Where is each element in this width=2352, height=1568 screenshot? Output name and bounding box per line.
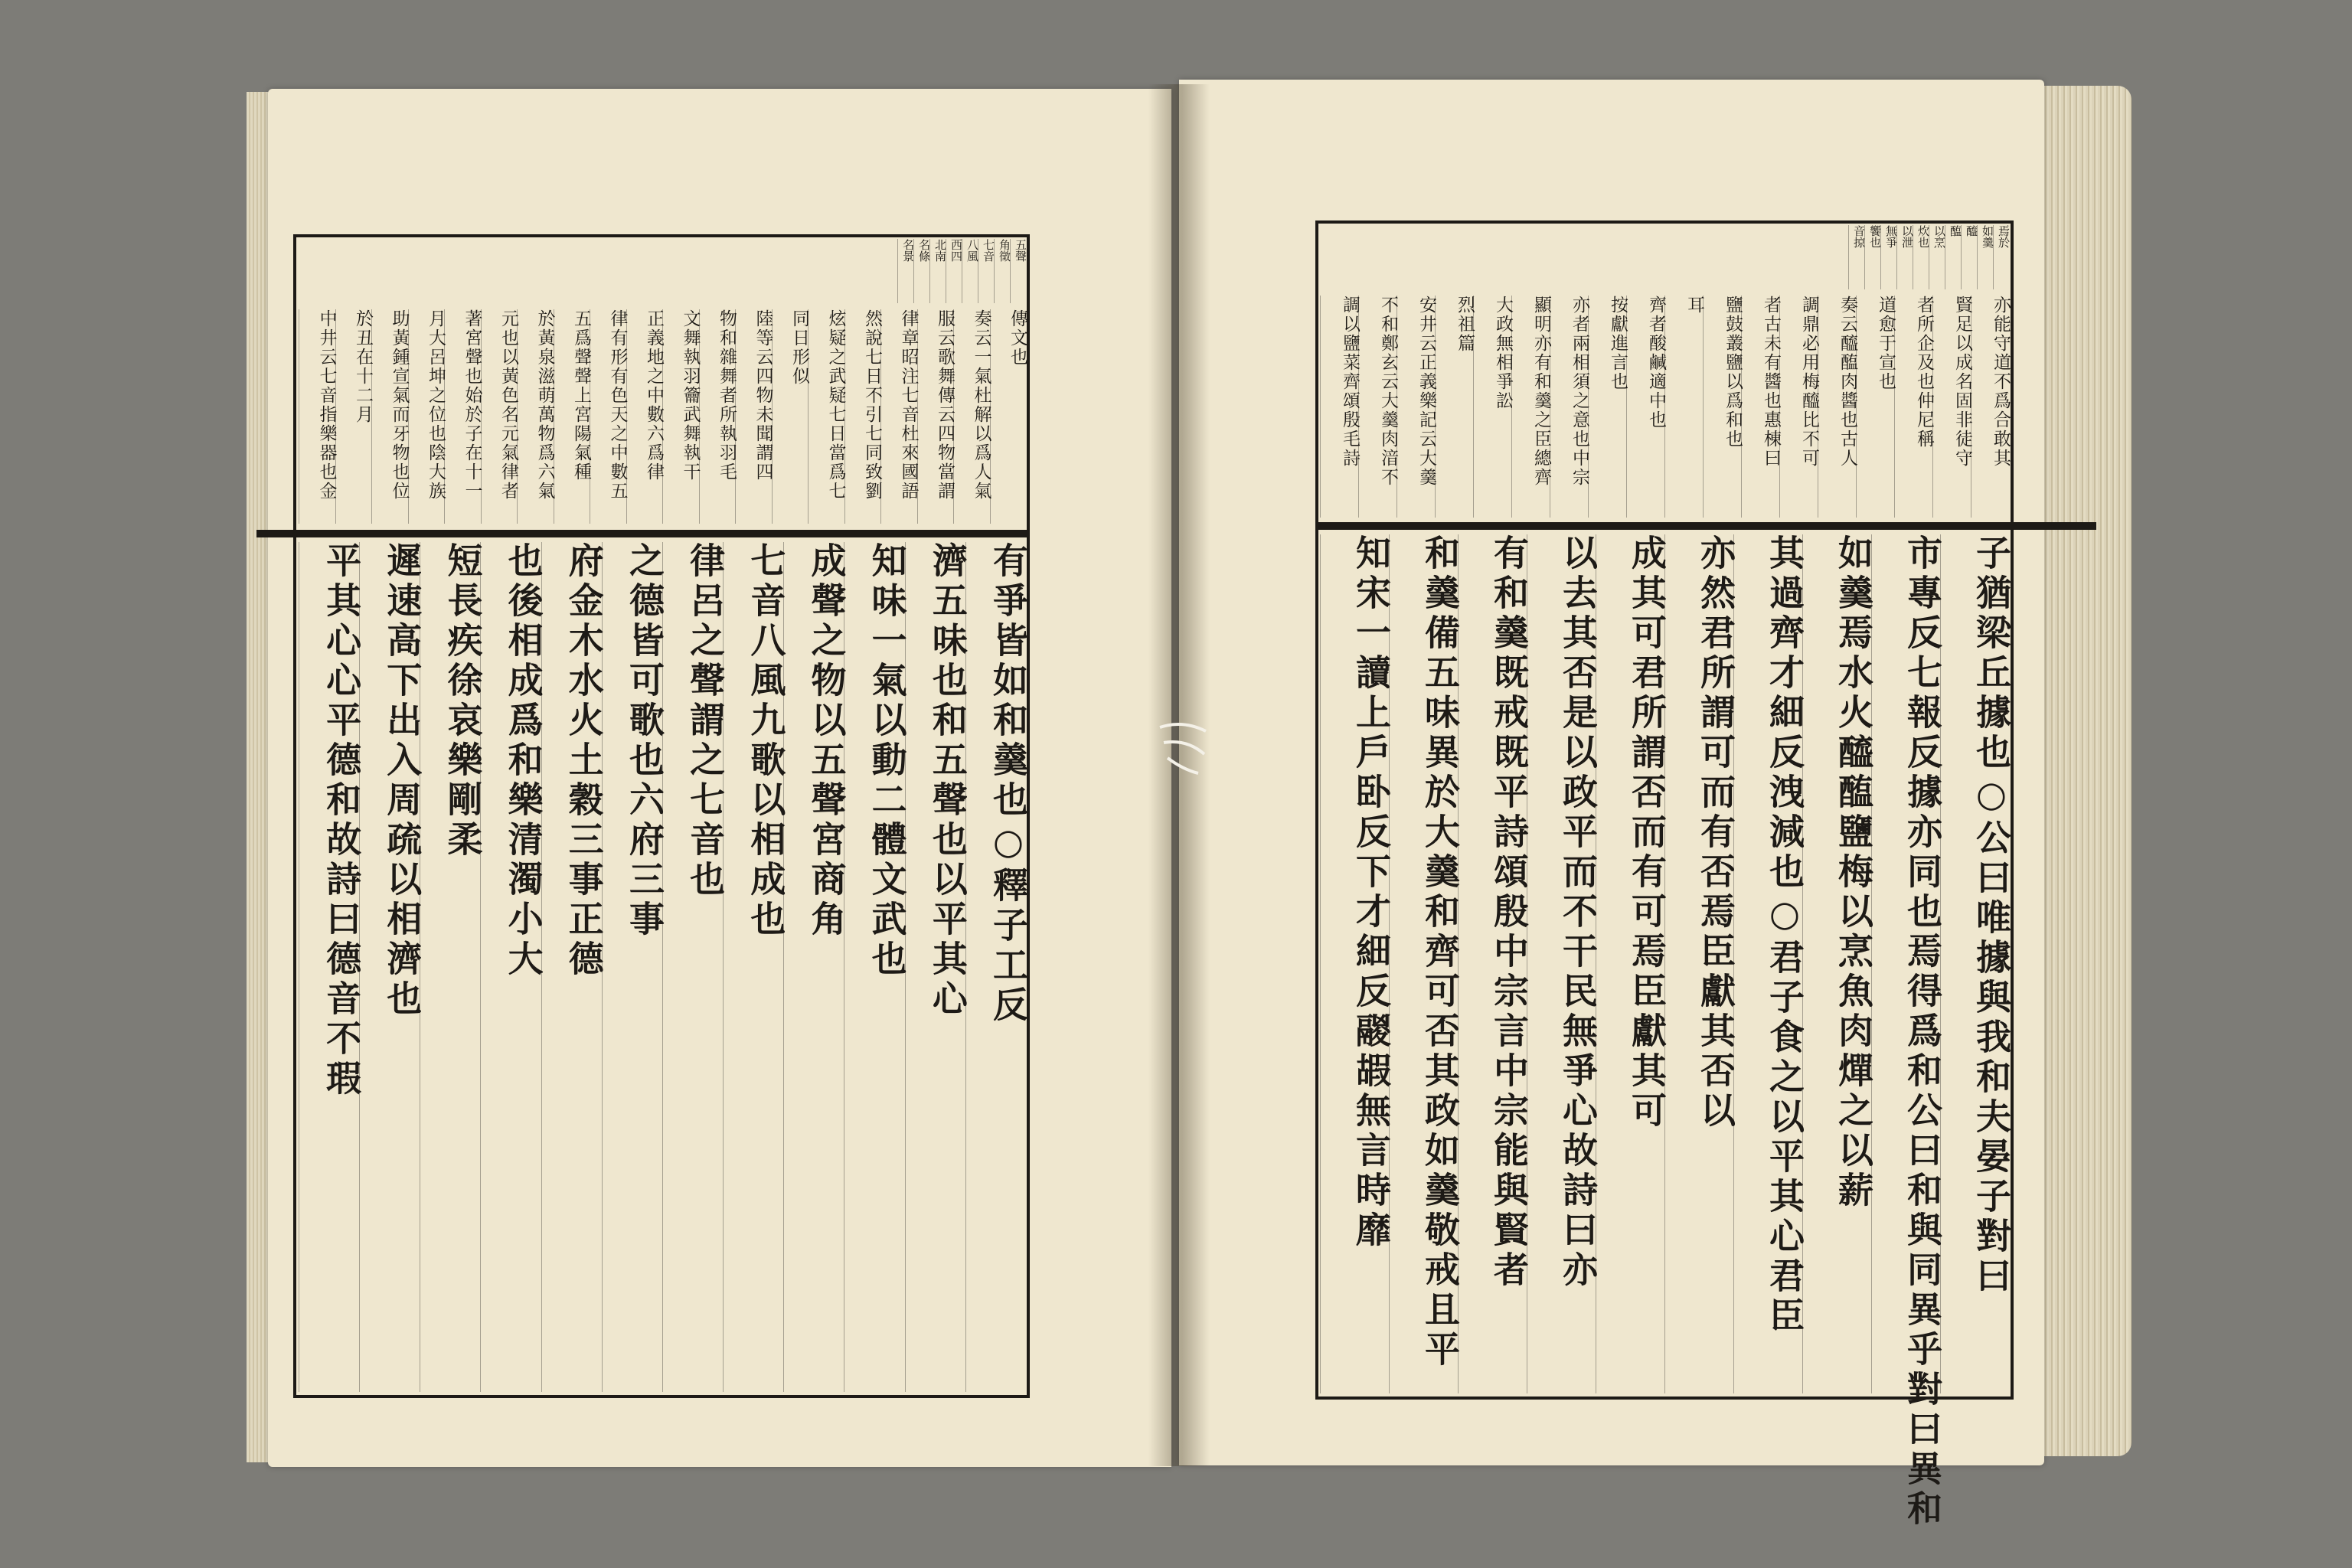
- left-commentary-col: 文舞執羽籥武舞執干: [662, 309, 699, 524]
- left-commentary-col: 著宮聲也始於子在十一: [444, 309, 481, 524]
- right-commentary-col: 安井云正義樂記云大羹: [1396, 296, 1435, 518]
- right-header-col: 音掠: [1848, 225, 1864, 289]
- right-header-col: 以烹: [1929, 225, 1945, 289]
- left-main-col: 知味一氣以動二體文武也: [844, 542, 904, 1392]
- right-commentary-col: 亦能守道不爲合敢其: [1971, 296, 2009, 518]
- right-commentary-col: 奏云醯醢肉醬也古人: [1818, 296, 1856, 518]
- right-header-col: 醯: [1961, 225, 1977, 289]
- right-commentary-col: 按獻進言也: [1588, 296, 1626, 518]
- left-commentary-col: 於黃泉滋萌萬物爲六氣: [517, 309, 554, 524]
- right-commentary-col: 調鼎必用梅醯比不可: [1779, 296, 1818, 518]
- right-commentary-col: 烈祖篇: [1435, 296, 1473, 518]
- left-main-col: 府金木水火土穀三事正德: [541, 542, 602, 1392]
- left-main-col: 之德皆可歌也六府三事: [602, 542, 662, 1392]
- left-commentary-col: 五爲聲聲上宮陽氣種: [554, 309, 590, 524]
- left-commentary-col: 陸等云四物未聞謂四: [735, 309, 772, 524]
- right-commentary-col: 顯明亦有和羹之臣總齊: [1511, 296, 1550, 518]
- right-main-col: 成其可君所謂否而有可焉臣獻其可: [1596, 534, 1664, 1393]
- right-commentary-columns: [1320, 296, 2009, 518]
- left-commentary-col: 同日形似: [772, 309, 808, 524]
- left-main-col: 也後相成爲和樂清濁小大: [480, 542, 541, 1392]
- right-commentary-col: 齊者酸鹹適中也: [1626, 296, 1664, 518]
- left-main-col: 有爭皆如和羹也○釋子工反: [965, 542, 1026, 1392]
- left-header-col: 角徵: [994, 239, 1010, 303]
- left-header-col: 八風: [962, 239, 978, 303]
- right-commentary-col: 者所企及也仲尼稱: [1894, 296, 1932, 518]
- left-commentary-col: 律章昭注七音杜來國語: [880, 309, 917, 524]
- left-commentary-col: 元也以黃色名元氣律者: [481, 309, 518, 524]
- left-commentary-col: 中井云七音指樂器也金: [299, 309, 335, 524]
- left-header-col: 名景: [897, 239, 913, 303]
- left-header-columns: [299, 239, 1026, 303]
- left-main-col: 平其心心平德和故詩曰德音不瑕: [299, 542, 359, 1392]
- right-main-col: 如羹焉水火醯醢鹽梅以烹魚肉燀之以薪: [1802, 534, 1871, 1393]
- right-main-text-columns: [1320, 534, 2012, 1530]
- left-commentary-col: 助黃鍾宣氣而牙物也位: [371, 309, 408, 524]
- left-main-col: 成聲之物以五聲宮商角: [783, 542, 844, 1392]
- left-commentary-columns: [299, 309, 1026, 524]
- right-commentary-col: 大政無相爭訟: [1473, 296, 1511, 518]
- right-main-col: 知宋一讀上戶卧反下才細反鬷嘏無言時靡: [1320, 534, 1389, 1393]
- right-header-col: 焉於: [1993, 225, 2009, 289]
- left-main-text-columns: [299, 542, 1029, 1392]
- right-main-col: 有和羹既戒既平詩頌殷中宗言中宗能與賢者: [1458, 534, 1527, 1393]
- right-header-columns: [1320, 225, 2009, 289]
- left-commentary-col: 律有形有色天之中數五: [590, 309, 626, 524]
- left-commentary-col: 奏云一氣杜解以爲人氣: [953, 309, 990, 524]
- left-commentary-col: 月大呂坤之位也陰大族: [408, 309, 445, 524]
- left-header-col: 七音: [978, 239, 994, 303]
- left-commentary-col: 炫疑之武疑七日當爲七: [808, 309, 844, 524]
- right-commentary-col: 調以鹽菜齊頌殷毛詩: [1320, 296, 1358, 518]
- right-commentary-col: 道愈于宣也: [1856, 296, 1894, 518]
- right-commentary-col: 鹽鼓叢鹽以爲和也: [1703, 296, 1741, 518]
- right-header-col: 以泄: [1896, 225, 1913, 289]
- right-commentary-col: 亦者兩相須之意也中宗: [1550, 296, 1588, 518]
- left-header-col: 北南: [929, 239, 946, 303]
- right-header-col: 如羹: [1977, 225, 1993, 289]
- left-main-col: 遲速高下出入周疏以相濟也: [359, 542, 420, 1392]
- right-main-col: 其過齊才細反洩減也○君子食之以平其心君臣: [1733, 534, 1802, 1393]
- left-commentary-col: 正義地之中數六爲律: [626, 309, 663, 524]
- left-commentary-col: 傳文也: [990, 309, 1027, 524]
- right-section-divider: [1315, 522, 2096, 530]
- right-page-edges: [2037, 86, 2132, 1456]
- right-commentary-col: 者古未有醬也惠棟曰: [1741, 296, 1779, 518]
- right-commentary-col: 不和鄭玄云大羹肉湆不: [1358, 296, 1396, 518]
- right-header-col: 醢: [1945, 225, 1961, 289]
- binding-thread-icon: [1152, 712, 1214, 781]
- right-main-col: 市專反七報反據亦同也焉得爲和公曰和與同異乎對曰異和: [1871, 534, 1940, 1393]
- left-main-col: 律呂之聲謂之七音也: [662, 542, 723, 1392]
- left-commentary-col: 於丑在十二月: [335, 309, 372, 524]
- right-header-col: 炊也: [1913, 225, 1929, 289]
- right-main-col: 以去其否是以政平而不干民無爭心故詩曰亦: [1527, 534, 1596, 1393]
- right-header-col: 饗也: [1864, 225, 1880, 289]
- left-commentary-col: 物和雜舞者所執羽毛: [699, 309, 736, 524]
- right-header-col: 無爭: [1880, 225, 1896, 289]
- right-main-col: 子猶梁丘據也○公曰唯據與我和夫晏子對曰: [1940, 534, 2009, 1393]
- left-section-divider: [256, 530, 1030, 537]
- left-header-col: 名條: [913, 239, 929, 303]
- left-commentary-col: 然說七日不引七同致劉: [844, 309, 881, 524]
- right-main-col: 和羹備五味異於大羹和齊可否其政如羹敬戒且平: [1389, 534, 1458, 1393]
- left-header-col: 西四: [946, 239, 962, 303]
- left-main-col: 濟五味也和五聲也以平其心: [905, 542, 965, 1392]
- right-commentary-col: 賢足以成名固非徒守: [1932, 296, 1971, 518]
- right-main-col: 亦然君所謂可而有否焉臣獻其否以: [1664, 534, 1733, 1393]
- left-main-col: 短長疾徐哀樂剛柔: [420, 542, 480, 1392]
- left-header-col: 五聲: [1010, 239, 1026, 303]
- right-commentary-col: 耳: [1664, 296, 1703, 518]
- left-main-col: 七音八風九歌以相成也: [723, 542, 783, 1392]
- left-commentary-col: 服云歌舞傳云四物當謂: [917, 309, 954, 524]
